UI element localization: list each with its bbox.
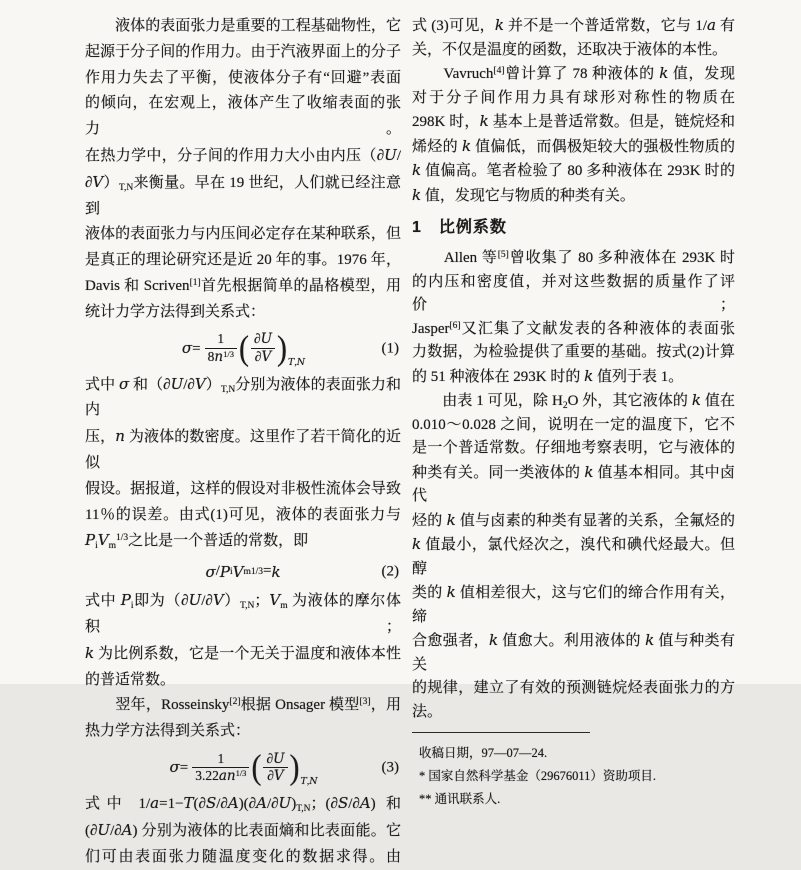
text-line: 的 51 种液体在 293K 时的 k 值列于表 1。 bbox=[412, 366, 684, 385]
text-line: Allen 等[5]曾收集了 80 多种液体在 293K 时 bbox=[412, 250, 735, 266]
text-line: Vavruch[4]曾计算了 78 种液体的 k 值，发现 bbox=[412, 64, 735, 82]
equation-lhs: σ= bbox=[169, 758, 189, 777]
text-line: 热力学方法得到关系式： bbox=[85, 723, 251, 740]
footnote-line: ** 通讯联系人. bbox=[419, 791, 501, 806]
paren-open: ( bbox=[251, 748, 262, 787]
text-line: 11％的误差。由式(1)可见，液体的表面张力与 bbox=[85, 506, 401, 523]
numerator: 1 bbox=[217, 750, 225, 766]
text-line: $\partial V)_{T,N}$来衡量。早在 19 世纪，人们就已经注意到 bbox=[85, 172, 401, 217]
text-line: 式中 σ 和$(\partial U/\partial V)_{T,N}$分别为液体的表面张力和内 bbox=[85, 374, 401, 419]
fraction-partial bbox=[263, 751, 287, 786]
text-line: 们可由表面张力随温度变化的数据求得。由 bbox=[85, 848, 401, 865]
paragraph-vavruch bbox=[412, 62, 735, 208]
text-line: 0.010～0.028 之间，说明在一定的温度下，它不 bbox=[412, 416, 735, 433]
text-line: 假设。据报道，这样的假设对非极性流体会导致 bbox=[85, 480, 401, 497]
denominator: ∂V bbox=[263, 767, 287, 785]
text-line: 对于分子间作用力具有球形对称性的物质在 bbox=[412, 89, 735, 106]
text-line: Davis 和 Scriven[1]首先根据简单的晶格模型，用 bbox=[85, 277, 401, 294]
text-line: 合愈强者，k 值愈大。利用液体的 k 值与种类有关 bbox=[412, 631, 735, 673]
text-line: 力数据，为检验提供了重要的基础。按式(2)计算 bbox=[412, 344, 735, 360]
paren-close: ) bbox=[277, 329, 288, 367]
text-line: 式中 $1/a=1-T(\partial S/\partial A)(\partial A/\partial U)_{T,N}$；(∂S/∂A) 和 bbox=[85, 793, 401, 814]
text-line: 翌年，Rosseinsky[2]根据 Onsager 模型[3]，用 bbox=[85, 697, 401, 714]
equation-3 bbox=[85, 745, 401, 791]
denominator: $3.22an^{1/3}$ bbox=[192, 767, 249, 785]
equation-subscript: T,N bbox=[300, 776, 318, 788]
equation-number: (2) bbox=[381, 563, 399, 580]
paragraph-eq2-note bbox=[85, 588, 401, 693]
text-line: 的普适常数。 bbox=[85, 671, 176, 688]
text-line: Jasper[6]又汇集了文献发表的各种液体的表面张 bbox=[412, 320, 735, 337]
paren-close: ) bbox=[289, 748, 300, 787]
text-line: (∂U/∂A) 分别为液体的比表面熵和比表面能。它 bbox=[85, 820, 401, 839]
text-line: 是一个普适常数。仔细地考察表明，它与液体的 bbox=[412, 440, 735, 456]
text-line: 的倾向，在宏观上，液体产生了收缩表面的张力。 bbox=[85, 95, 401, 138]
equation-2-body: σ / P i V m 1/3 = k bbox=[205, 562, 281, 581]
text-line: 法。 bbox=[412, 703, 443, 720]
fraction-partial bbox=[251, 331, 275, 366]
fraction bbox=[192, 751, 249, 786]
text-line: 式 (3)可见，k 并不是一个普适常数，它与 1/a 有 bbox=[412, 16, 735, 34]
text-line: k 值最小，氯代烃次之，溴代和碘代烃最大。但醇 bbox=[412, 535, 735, 577]
paragraph-table-discussion bbox=[412, 389, 735, 724]
text-line: 是真正的理论研究还是近 20 年的事。1976 年， bbox=[85, 252, 401, 269]
text-line: 烯烃的 k 值偏低，而偶极矩较大的强极性物质的 bbox=[412, 136, 735, 155]
numerator: 1 bbox=[217, 331, 225, 347]
equation-subscript: T,N bbox=[288, 357, 306, 369]
paragraph-intro bbox=[85, 14, 401, 326]
text-line: 压，n 为液体的数密度。这里作了若干简化的近似 bbox=[85, 427, 401, 471]
footnote-separator bbox=[412, 732, 590, 733]
left-column bbox=[85, 14, 401, 870]
text-line: 作用力失去了平衡，使液体分子有“回避”表面 bbox=[85, 69, 401, 86]
equation-1-body bbox=[181, 329, 306, 369]
text-line: 烃的 k 值与卤素的种类有显著的关系，全氟烃的 bbox=[412, 510, 735, 529]
denominator: ∂V bbox=[251, 348, 275, 366]
equation-lhs: σ= bbox=[181, 339, 201, 358]
text-line: 液体的表面张力是重要的工程基础物性，它 bbox=[85, 18, 401, 34]
text-line: 298K 时，k 基本上是普适常数。但是，链烷烃和 bbox=[412, 112, 735, 130]
text-line: k 值，发现它与物质的种类有关。 bbox=[412, 185, 635, 204]
equation-1 bbox=[85, 326, 401, 372]
equation-number: (3) bbox=[381, 759, 399, 776]
text-line: 液体的表面张力与内压间必定存在某种联系，但 bbox=[85, 226, 401, 243]
equation-3-body bbox=[169, 748, 318, 788]
paragraph-rosseinsky bbox=[85, 693, 401, 745]
numerator: ∂U bbox=[266, 750, 285, 767]
paragraph-allen bbox=[412, 247, 735, 389]
text-line: 类的 k 值相差很大，这与它们的缔合作用有关，缔 bbox=[412, 583, 735, 625]
footnote-line: * 国家自然科学基金（29676011）资助项目. bbox=[419, 768, 657, 783]
equation-2 bbox=[85, 555, 401, 588]
text-line: 关，不仅是温度的函数，还取决于液体的本性。 bbox=[412, 41, 728, 58]
text-line: 的内压和密度值，并对这些数据的质量作了评价； bbox=[412, 273, 735, 313]
text-line: 起源于分子间的作用力。由于汽液界面上的分子 bbox=[85, 43, 401, 60]
text-line: k 值偏高。笔者检验了 80 多种液体在 293K 时的 bbox=[412, 161, 735, 179]
equation-number: (1) bbox=[381, 340, 399, 357]
fraction bbox=[205, 331, 237, 366]
text-line: 由表 1 可见，除 $H_2O$ 外，其它液体的 k 值在 bbox=[412, 391, 735, 411]
text-line: $P_iV_m^{1/3}$之比是一个普适的常数，即 bbox=[85, 531, 309, 552]
text-line: k 为比例系数，它是一个无关于温度和液体本性 bbox=[85, 643, 401, 662]
numerator: ∂U bbox=[253, 331, 273, 348]
paren-open: ( bbox=[238, 329, 249, 367]
right-column bbox=[412, 14, 735, 810]
footnotes bbox=[412, 742, 735, 810]
text-line: 在热力学中，分子间的作用力大小由内压（∂U/ bbox=[85, 145, 401, 164]
text-line: 统计力学方法得到关系式： bbox=[85, 303, 266, 320]
footnote-line: 收稿日期，97—07—24. bbox=[419, 746, 548, 760]
denominator: $8n^{1/3}$ bbox=[205, 348, 237, 366]
paragraph-continuation bbox=[412, 14, 735, 62]
section-heading: 1 比例系数 bbox=[412, 219, 507, 236]
text-line: 式中 $P_i$即为$(\partial U/\partial V)_{T,N}$；$V_m$ 为液体的摩尔体积； bbox=[85, 591, 401, 635]
paragraph-eq1-note bbox=[85, 372, 401, 556]
text-line: 种类有关。同一类液体的 k 值基本相同。其中卤代 bbox=[412, 462, 735, 504]
text-line: 的规律，建立了有效的预测链烷烃表面张力的方 bbox=[412, 680, 735, 696]
paragraph-eq3-note bbox=[85, 791, 401, 870]
